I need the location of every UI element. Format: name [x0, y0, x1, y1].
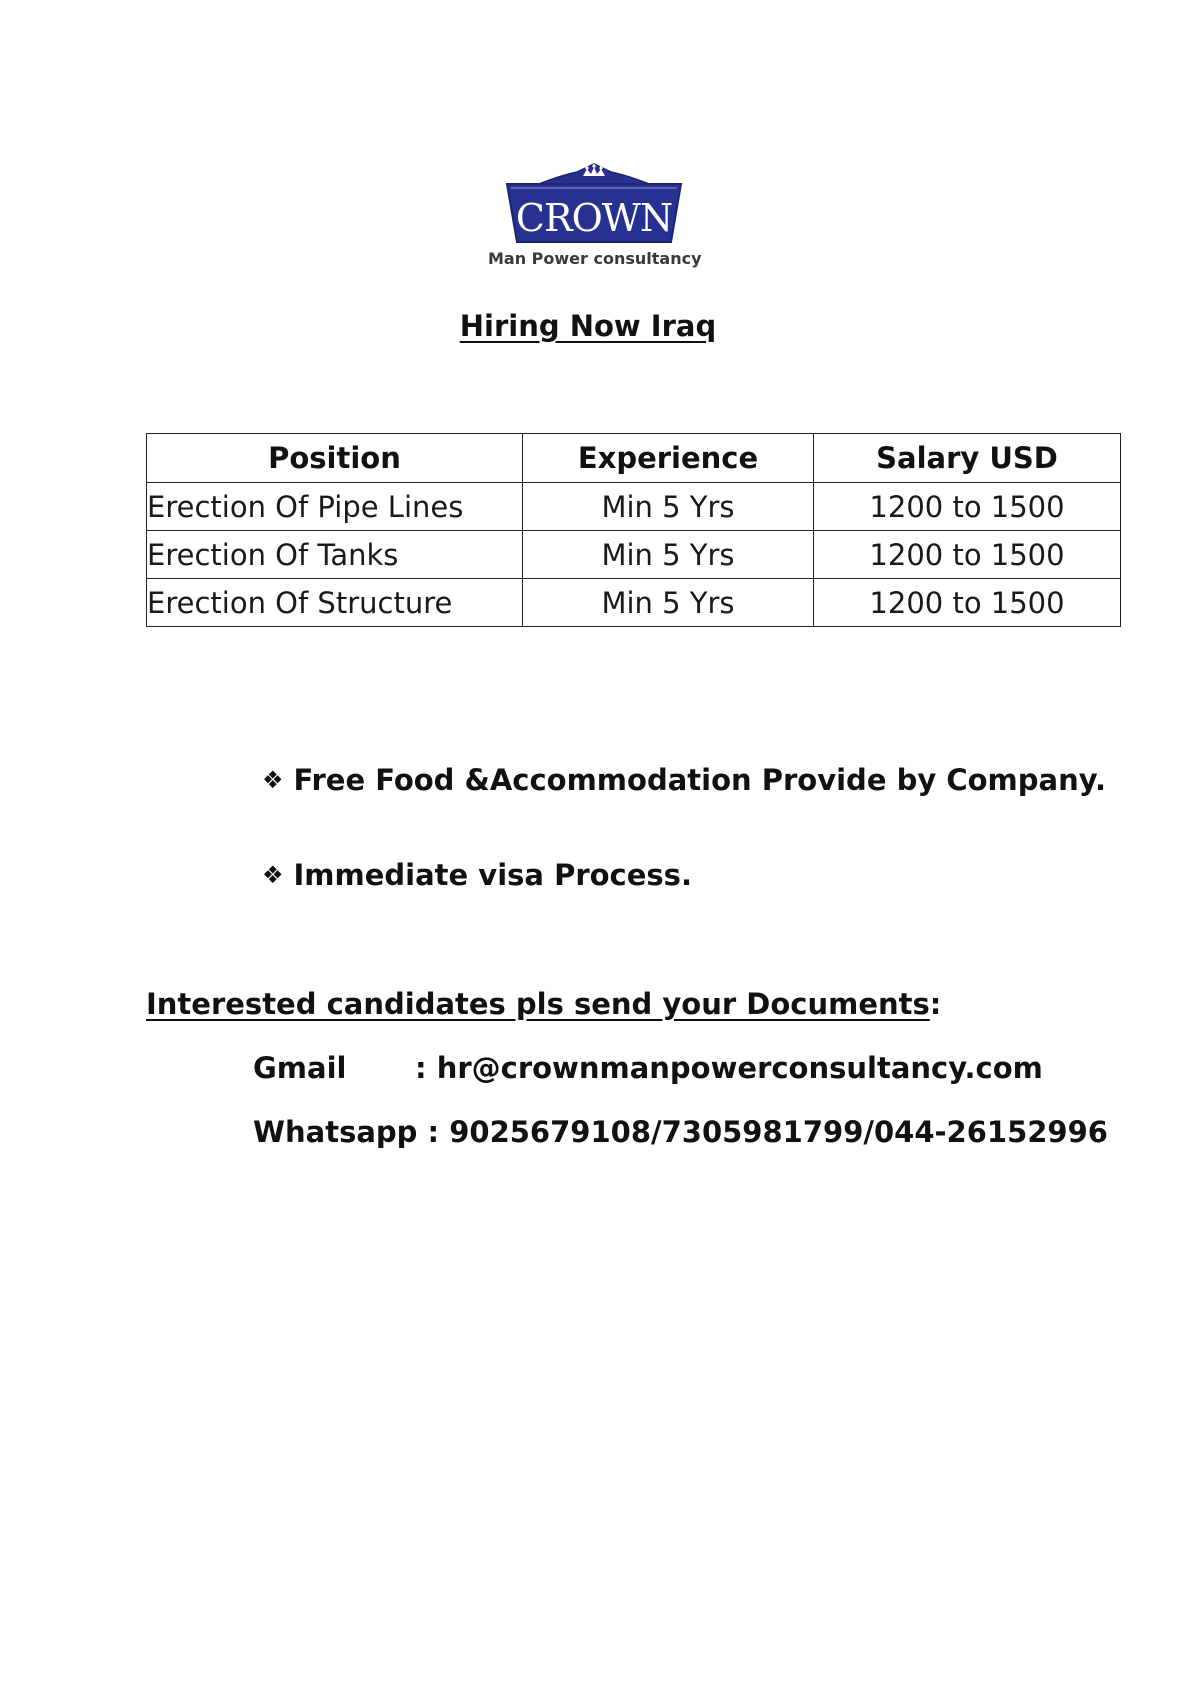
- diamond-bullet-icon: ❖: [262, 861, 284, 889]
- cell-position: Erection Of Structure: [147, 579, 523, 627]
- contact-gmail: [253, 1048, 1043, 1088]
- cell-experience: Min 5 Yrs: [523, 579, 814, 627]
- cell-salary: 1200 to 1500: [814, 483, 1121, 531]
- table-header-row: [147, 434, 1121, 483]
- cell-salary: 1200 to 1500: [814, 531, 1121, 579]
- whatsapp-label: Whatsapp: [253, 1115, 418, 1149]
- cell-position: Erection Of Tanks: [147, 531, 523, 579]
- benefit-item: [262, 855, 692, 895]
- table-row: [147, 531, 1121, 579]
- jobs-table: [146, 433, 1121, 627]
- benefit-text: Free Food &Accommodation Provide by Company.: [293, 763, 1106, 797]
- header-salary: Salary USD: [814, 434, 1121, 483]
- call-to-action: [146, 984, 941, 1024]
- page-title: Hiring Now Iraq: [459, 309, 717, 343]
- header-experience: Experience: [523, 434, 814, 483]
- diamond-bullet-icon: ❖: [262, 766, 284, 794]
- logo-tagline: Man Power consultancy: [488, 249, 702, 268]
- company-logo: [488, 162, 700, 277]
- cell-salary: 1200 to 1500: [814, 579, 1121, 627]
- cta-text: Interested candidates pls send your Documents: [146, 987, 930, 1021]
- whatsapp-numbers[interactable]: : 9025679108/7305981799/044-26152996: [417, 1115, 1108, 1149]
- header-position: Position: [147, 434, 523, 483]
- cell-position: Erection Of Pipe Lines: [147, 483, 523, 531]
- cta-colon: :: [929, 987, 942, 1021]
- benefit-item: [262, 760, 1106, 800]
- gmail-label: Gmail: [253, 1051, 347, 1085]
- contact-whatsapp: [253, 1112, 1108, 1152]
- table-row: [147, 579, 1121, 627]
- logo-brand-text: CROWN: [515, 196, 673, 240]
- gmail-address[interactable]: : hr@crownmanpowerconsultancy.com: [415, 1051, 1043, 1085]
- benefit-text: Immediate visa Process.: [293, 858, 692, 892]
- table-row: [147, 483, 1121, 531]
- cell-experience: Min 5 Yrs: [523, 483, 814, 531]
- cell-experience: Min 5 Yrs: [523, 531, 814, 579]
